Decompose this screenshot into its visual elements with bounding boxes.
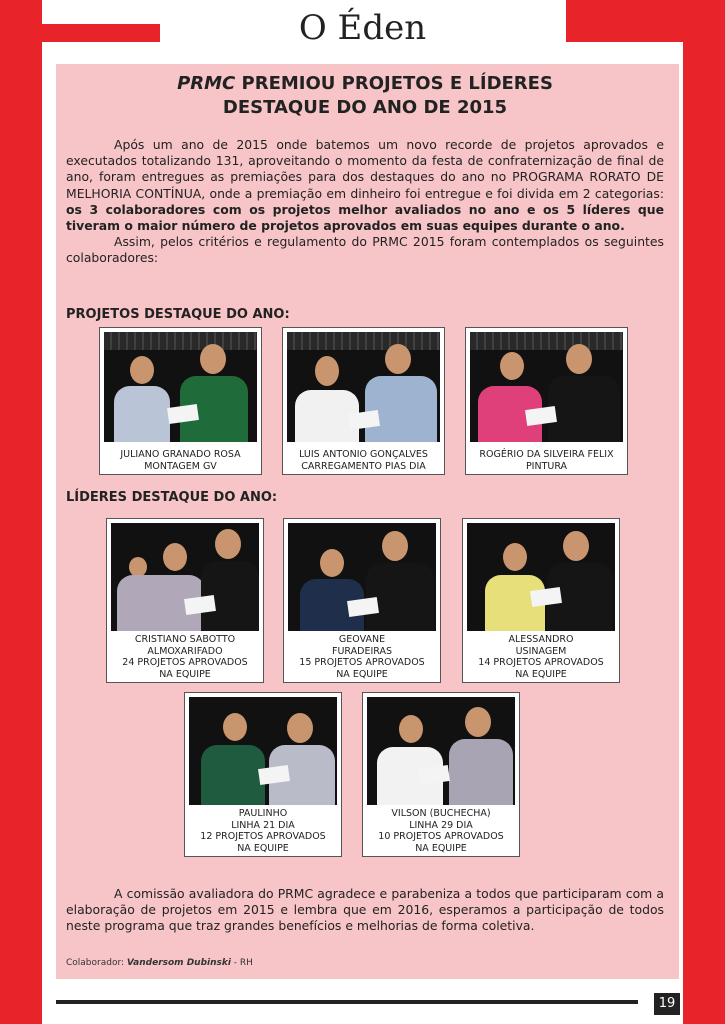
leaders-heading: LÍDERES DESTAQUE DO ANO: bbox=[66, 490, 278, 505]
leader-photo-1 bbox=[111, 523, 259, 631]
leader-card-4 bbox=[184, 692, 342, 857]
project-name: LUIS ANTONIO GONÇALVES bbox=[299, 449, 428, 460]
intro-text bbox=[66, 137, 664, 267]
leader-count: 15 PROJETOS APROVADOS bbox=[299, 657, 425, 668]
project-card-3 bbox=[465, 327, 628, 475]
credit-line bbox=[66, 958, 253, 968]
projects-heading: PROJETOS DESTAQUE DO ANO: bbox=[66, 307, 290, 322]
project-photo-3 bbox=[470, 332, 623, 442]
leader-sector: FURADEIRAS bbox=[332, 645, 392, 657]
project-name: ROGÉRIO DA SILVEIRA FELIX bbox=[479, 449, 614, 460]
project-photo-1 bbox=[104, 332, 257, 442]
leader-card-1 bbox=[106, 518, 264, 683]
project-caption-3 bbox=[466, 449, 627, 472]
project-caption-1 bbox=[100, 449, 261, 472]
leader-count: 24 PROJETOS APROVADOS bbox=[122, 657, 248, 668]
project-photo-2 bbox=[287, 332, 440, 442]
leader-sector: ALMOXARIFADO bbox=[147, 645, 223, 657]
leader-card-2 bbox=[283, 518, 441, 683]
credit-name: Vandersom Dubinski bbox=[126, 958, 231, 968]
footer-rule bbox=[56, 1000, 638, 1004]
leader-card-5 bbox=[362, 692, 520, 857]
closing-text bbox=[66, 886, 664, 935]
leader-name: GEOVANE bbox=[338, 634, 386, 645]
title-prmc: PRMC bbox=[177, 73, 236, 94]
leader-sector: LINHA 21 DIA bbox=[231, 819, 295, 831]
leader-count: 14 PROJETOS APROVADOS bbox=[478, 657, 604, 668]
intro-p1-bold: os 3 colaboradores com os projetos melhor avaliados no ano e os 5 líderes que tiveram o maior número de projetos aprovados em suas equipes durante o ano. bbox=[66, 201, 664, 234]
leader-photo-4 bbox=[189, 697, 337, 805]
leader-count: 12 PROJETOS APROVADOS bbox=[200, 831, 326, 842]
leader-name: ALESSANDRO bbox=[508, 634, 574, 645]
leader-photo-5 bbox=[367, 697, 515, 805]
leader-name: CRISTIANO SABOTTO bbox=[134, 634, 236, 645]
leader-card-3 bbox=[462, 518, 620, 683]
leader-name: VILSON (BUCHECHA) bbox=[391, 808, 491, 819]
leader-caption-4 bbox=[185, 808, 341, 854]
intro-paragraph-1 bbox=[66, 137, 664, 234]
credit-suffix: - RH bbox=[230, 958, 253, 968]
title-line2: DESTAQUE DO ANO DE 2015 bbox=[222, 97, 508, 118]
leader-caption-1 bbox=[107, 634, 263, 680]
leader-photo-3 bbox=[467, 523, 615, 631]
leader-name: PAULINHO bbox=[238, 808, 288, 819]
project-caption-2 bbox=[283, 449, 444, 472]
leader-sector: USINAGEM bbox=[515, 645, 567, 657]
project-card-1 bbox=[99, 327, 262, 475]
credit-label: Colaborador: bbox=[66, 958, 127, 968]
leader-caption-2 bbox=[284, 634, 440, 680]
page-number: 19 bbox=[653, 992, 681, 1016]
leader-suffix: NA EQUIPE bbox=[515, 668, 567, 680]
project-sector: CARREGAMENTO PIAS DIA bbox=[301, 460, 426, 472]
leader-caption-3 bbox=[463, 634, 619, 680]
leader-suffix: NA EQUIPE bbox=[336, 668, 388, 680]
leader-count: 10 PROJETOS APROVADOS bbox=[378, 831, 504, 842]
leader-suffix: NA EQUIPE bbox=[415, 842, 467, 854]
project-sector: PINTURA bbox=[525, 460, 568, 472]
project-card-2 bbox=[282, 327, 445, 475]
project-sector: MONTAGEM GV bbox=[144, 460, 217, 472]
article-title bbox=[60, 72, 670, 120]
leader-suffix: NA EQUIPE bbox=[159, 668, 211, 680]
frame-right-bar bbox=[683, 0, 725, 1024]
leader-suffix: NA EQUIPE bbox=[237, 842, 289, 854]
leader-sector: LINHA 29 DIA bbox=[409, 819, 473, 831]
intro-p1-text: Após um ano de 2015 onde batemos um novo recorde de projetos aprovados e executados totalizando 131, aproveitando o momento da festa de confraternização de final de ano, foram entregues as premiações para dos destaques do ano no PROGRAMA RORATO DE MELHORIA CONTÍNUA, onde a premiação em dinheiro foi entregue e foi divida em 2 categorias: bbox=[66, 137, 664, 201]
leader-photo-2 bbox=[288, 523, 436, 631]
leader-caption-5 bbox=[363, 808, 519, 854]
frame-left-bar bbox=[0, 0, 42, 1024]
project-name: JULIANO GRANADO ROSA bbox=[120, 449, 241, 460]
intro-paragraph-2: Assim, pelos critérios e regulamento do PRMC 2015 foram contemplados os seguintes colaboradores: bbox=[66, 234, 664, 266]
title-line1: PREMIOU PROJETOS E LÍDERES bbox=[235, 73, 553, 94]
masthead: O Éden bbox=[298, 8, 427, 48]
closing-paragraph: A comissão avaliadora do PRMC agradece e parabeniza a todos que participaram com a elaboração de projetos em 2015 e lembra que em 2016, esperamos a participação de todos neste programa que traz grandes benefícios e melhorias de forma coletiva. bbox=[66, 886, 664, 934]
